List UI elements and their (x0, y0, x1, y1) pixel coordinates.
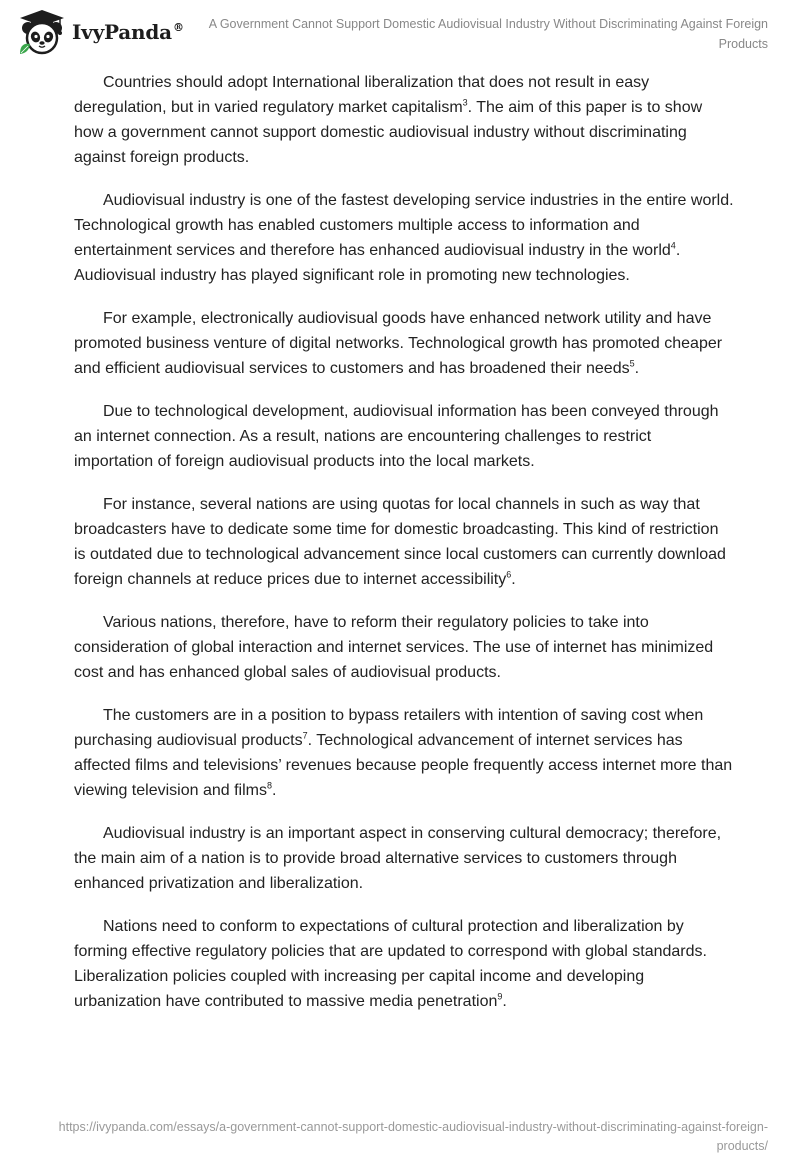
body-paragraph (74, 188, 734, 288)
document-title: A Government Cannot Support Domestic Audiovisual Industry Without Discriminating Against Foreign Products (208, 17, 768, 51)
logo-wordmark (72, 20, 184, 44)
paragraph-text: . (634, 360, 640, 377)
paragraph-text: Countries should adopt International liberalization that does not result in easy deregulation, but in varied regulatory market capitalism (74, 74, 650, 116)
logo-name: IvyPanda (72, 20, 172, 44)
footnote-ref[interactable]: 5 (629, 358, 635, 369)
paragraph-text: Audiovisual industry is one of the fastest developing service industries in the entire world. Technological growth has enabled customers multiple access to information and entertainment services and therefore has enhanced audiovisual industry in the world (74, 192, 734, 259)
paragraph-text: . Audiovisual industry has played significant role in promoting new technologies. (74, 242, 681, 284)
body-paragraph (74, 492, 734, 592)
paragraph-text: The customers are in a position to bypass retailers with intention of saving cost when purchasing audiovisual products (74, 707, 704, 749)
body-paragraph (74, 914, 734, 1014)
ivypanda-logo[interactable] (14, 8, 184, 56)
source-url[interactable]: https://ivypanda.com/essays/a-government-cannot-support-domestic-audiovisual-industry-without-discriminating-against-foreign-products/ (58, 1120, 768, 1153)
paragraph-text: Nations need to conform to expectations of cultural protection and liberalization by forming effective regulatory policies that are updated to correspond with global standards. Liberalization policies coupled with increasing per capital income and developing urbanization have contributed to massive media penetration (74, 918, 707, 1010)
paragraph-text: For instance, several nations are using quotas for local channels in such as way that broadcasters have to dedicate some time for domestic broadcasting. This kind of restriction is outdated due to technological advancement since local customers can currently download foreign channels at reduce prices due to internet accessibility (74, 496, 726, 588)
paragraph-text: Audiovisual industry is an important aspect in conserving cultural democracy; therefore, the main aim of a nation is to provide broad alternative services to customers through enhanced privatization and liberalization. (74, 825, 722, 892)
body-paragraph (74, 70, 734, 170)
paragraph-text: For example, electronically audiovisual goods have enhanced network utility and have promoted business venture of digital networks. Technological growth has promoted cheaper and efficient audiovisual services to customers and has broadened their needs (74, 310, 723, 377)
paragraph-text: . Technological advancement of internet services has affected films and televisions’ revenues because people frequently access internet more than viewing television and films (74, 732, 733, 799)
footnote-ref[interactable]: 4 (670, 240, 676, 251)
paragraph-text: . (502, 993, 507, 1010)
paragraph-text: Various nations, therefore, have to reform their regulatory policies to take into consideration of global interaction and internet services. The use of internet has minimized cost and has enhanced global sales of audiovisual products. (74, 614, 714, 681)
paragraph-text: . The aim of this paper is to show how a government cannot support domestic audiovisual industry without discriminating against foreign products. (74, 99, 703, 166)
footnote-ref[interactable]: 7 (302, 730, 308, 741)
footnote-ref[interactable]: 3 (462, 97, 468, 108)
paragraph-text: . (511, 571, 516, 588)
footnote-ref[interactable]: 9 (497, 991, 503, 1002)
panda-graduate-icon (14, 8, 70, 56)
body-paragraph (74, 306, 734, 381)
body-paragraph (74, 610, 734, 685)
paragraph-text: Due to technological development, audiovisual information has been conveyed through an internet connection. As a result, nations are encountering challenges to restrict importation of foreign audiovisual products into the local markets. (74, 403, 719, 470)
body-paragraph (74, 821, 734, 896)
footnote-ref[interactable]: 8 (266, 780, 272, 791)
essay-body (74, 70, 734, 1032)
registered-mark: ® (172, 21, 184, 35)
footnote-ref[interactable]: 6 (506, 569, 512, 580)
paragraph-text: . (272, 782, 277, 799)
body-paragraph (74, 703, 734, 803)
page-header (0, 0, 800, 60)
body-paragraph (74, 399, 734, 474)
